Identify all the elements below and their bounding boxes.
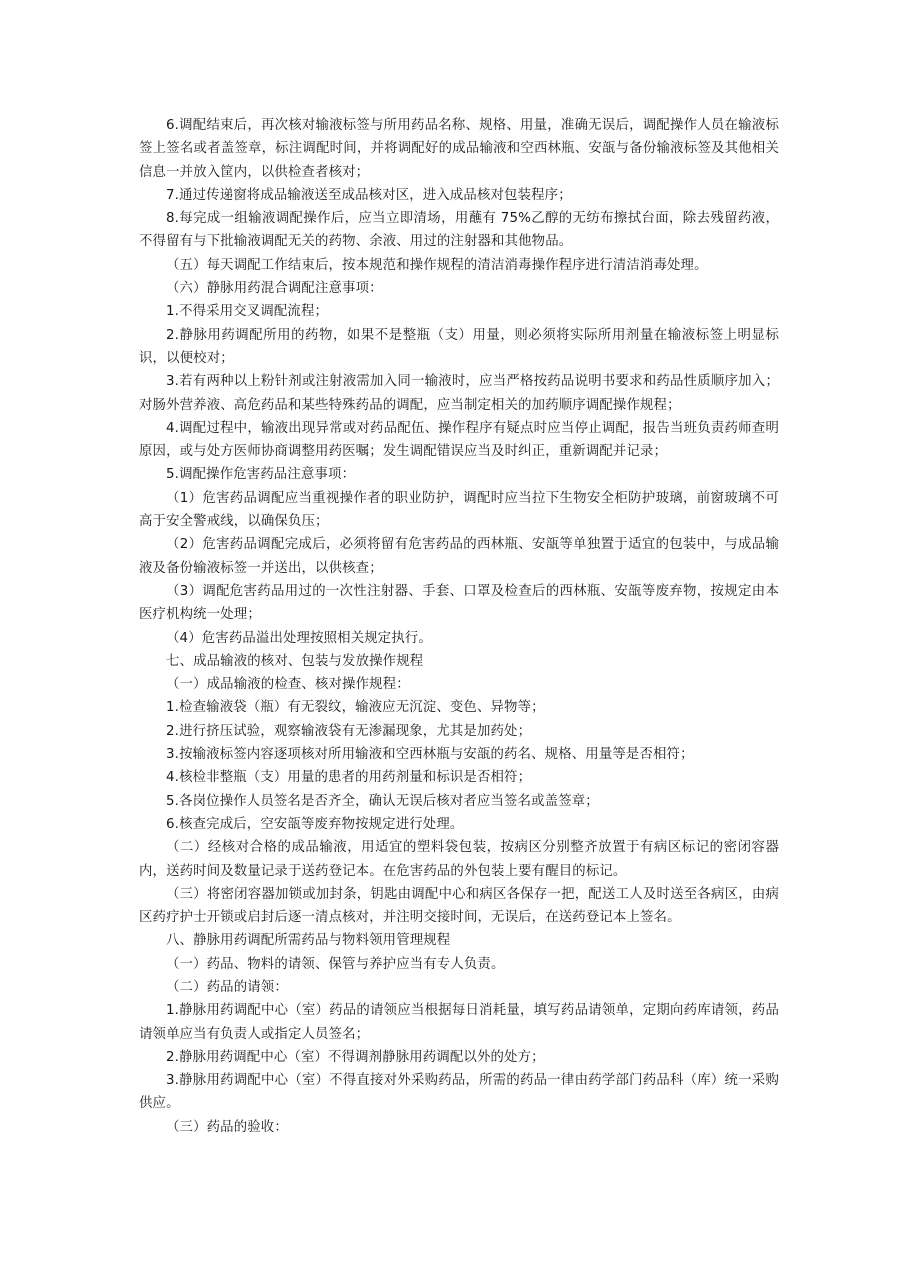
paragraph: 5.各岗位操作人员签名是否齐全，确认无误后核对者应当签名或盖签章； [166,793,599,809]
document-body [139,114,779,1139]
section-heading: （三）药品的验收： [166,1119,288,1135]
paragraph: 4.核检非整瓶（支）用量的患者的用药剂量和标识是否相符； [166,770,532,786]
section-heading: （六）静脉用药混合调配注意事项： [166,281,383,297]
paragraph: 1.不得采用交叉调配流程； [166,304,329,320]
paragraph: 4.调配过程中，输液出现异常或对药品配伍、操作程序有疑点时应当停止调配，报告当班负责药师查明原因，或与处方医师协商调整用药医嘱；发生调配错误应当及时纠正，重新调配并记录； [139,420,779,460]
paragraph: 1.静脉用药调配中心（室）药品的请领应当根据每日消耗量，填写药品请领单，定期向药库请领，药品请领单应当有负责人或指定人员签名； [139,1003,779,1042]
paragraph: 6.核查完成后，空安瓿等废弃物按规定进行处理。 [166,816,464,832]
paragraph: （一）药品、物料的请领、保管与养护应当有专人负责。 [166,956,505,972]
section-heading: （二）药品的请领： [166,979,288,995]
paragraph: 2.进行挤压试验，观察输液袋有无渗漏现象，尤其是加药处； [166,723,532,739]
section-heading: 七、成品输液的核对、包装与发放操作规程 [166,653,424,669]
paragraph: 8.每完成一组输液调配操作后，应当立即清场，用蘸有 75%乙醇的无纺布擦拭台面，除去残留药液，不得留有与下批输液调配无关的药物、余液、用过的注射器和其他物品。 [139,211,779,250]
paragraph: 6.调配结束后，再次核对输液标签与所用药品名称、规格、用量，准确无误后，调配操作人员在输液标签上签名或者盖签章，标注调配时间，并将调配好的成品输液和空西林瓶、安瓿与备份输液标签及其他相关信息一并放入筐内，以供检查者核对； [139,118,779,180]
paragraph: （3）调配危害药品用过的一次性注射器、手套、口罩及检查后的西林瓶、安瓿等废弃物，按规定由本医疗机构统一处理； [139,583,779,623]
section-heading: （一）成品输液的检查、核对操作规程： [166,677,410,693]
paragraph: 2.静脉用药调配中心（室）不得调剂静脉用药调配以外的处方； [166,1049,545,1065]
paragraph: （2）危害药品调配完成后，必须将留有危害药品的西林瓶、安瓿等单独置于适宜的包装中，与成品输液及备份输液标签一并送出，以供核查； [139,537,779,576]
paragraph: （五）每天调配工作结束后，按本规范和操作规程的清洁消毒操作程序进行清洁消毒处理。 [166,257,708,273]
paragraph: 7.通过传递窗将成品输液送至成品核对区，进入成品核对包装程序； [166,187,572,203]
paragraph: （三）将密闭容器加锁或加封条，钥匙由调配中心和病区各保存一把，配送工人及时送至各病区，由病区药疗护士开锁或启封后逐一清点核对，并注明交接时间，无误后，在送药登记本上签名。 [139,886,779,926]
paragraph: 3.按输液标签内容逐项核对所用输液和空西林瓶与安瓿的药名、规格、用量等是否相符； [166,747,694,763]
paragraph: （1）危害药品调配应当重视操作者的职业防护，调配时应当拉下生物安全柜防护玻璃，前窗玻璃不可高于安全警戒线，以确保负压； [139,490,779,530]
paragraph: 1.检查输液袋（瓶）有无裂纹，输液应无沉淀、变色、异物等； [166,700,545,716]
paragraph: 3.若有两种以上粉针剂或注射液需加入同一输液时，应当严格按药品说明书要求和药品性质顺序加入；对肠外营养液、高危药品和某些特殊药品的调配，应当制定相关的加药顺序调配操作规程； [139,374,779,413]
paragraph: 3.静脉用药调配中心（室）不得直接对外采购药品，所需的药品一律由药学部门药品科（库）统一采购供应。 [139,1073,779,1112]
section-heading: 八、静脉用药调配所需药品与物料领用管理规程 [166,933,451,949]
paragraph: 2.静脉用药调配所用的药物，如果不是整瓶（支）用量，则必须将实际所用剂量在输液标签上明显标识，以便校对； [139,327,779,366]
paragraph: 5.调配操作危害药品注意事项： [166,467,356,483]
paragraph: （4）危害药品溢出处理按照相关规定执行。 [166,630,432,646]
paragraph: （二）经核对合格的成品输液，用适宜的塑料袋包装，按病区分别整齐放置于有病区标记的密闭容器内，送药时间及数量记录于送药登记本。在危害药品的外包装上要有醒目的标记。 [139,840,779,879]
